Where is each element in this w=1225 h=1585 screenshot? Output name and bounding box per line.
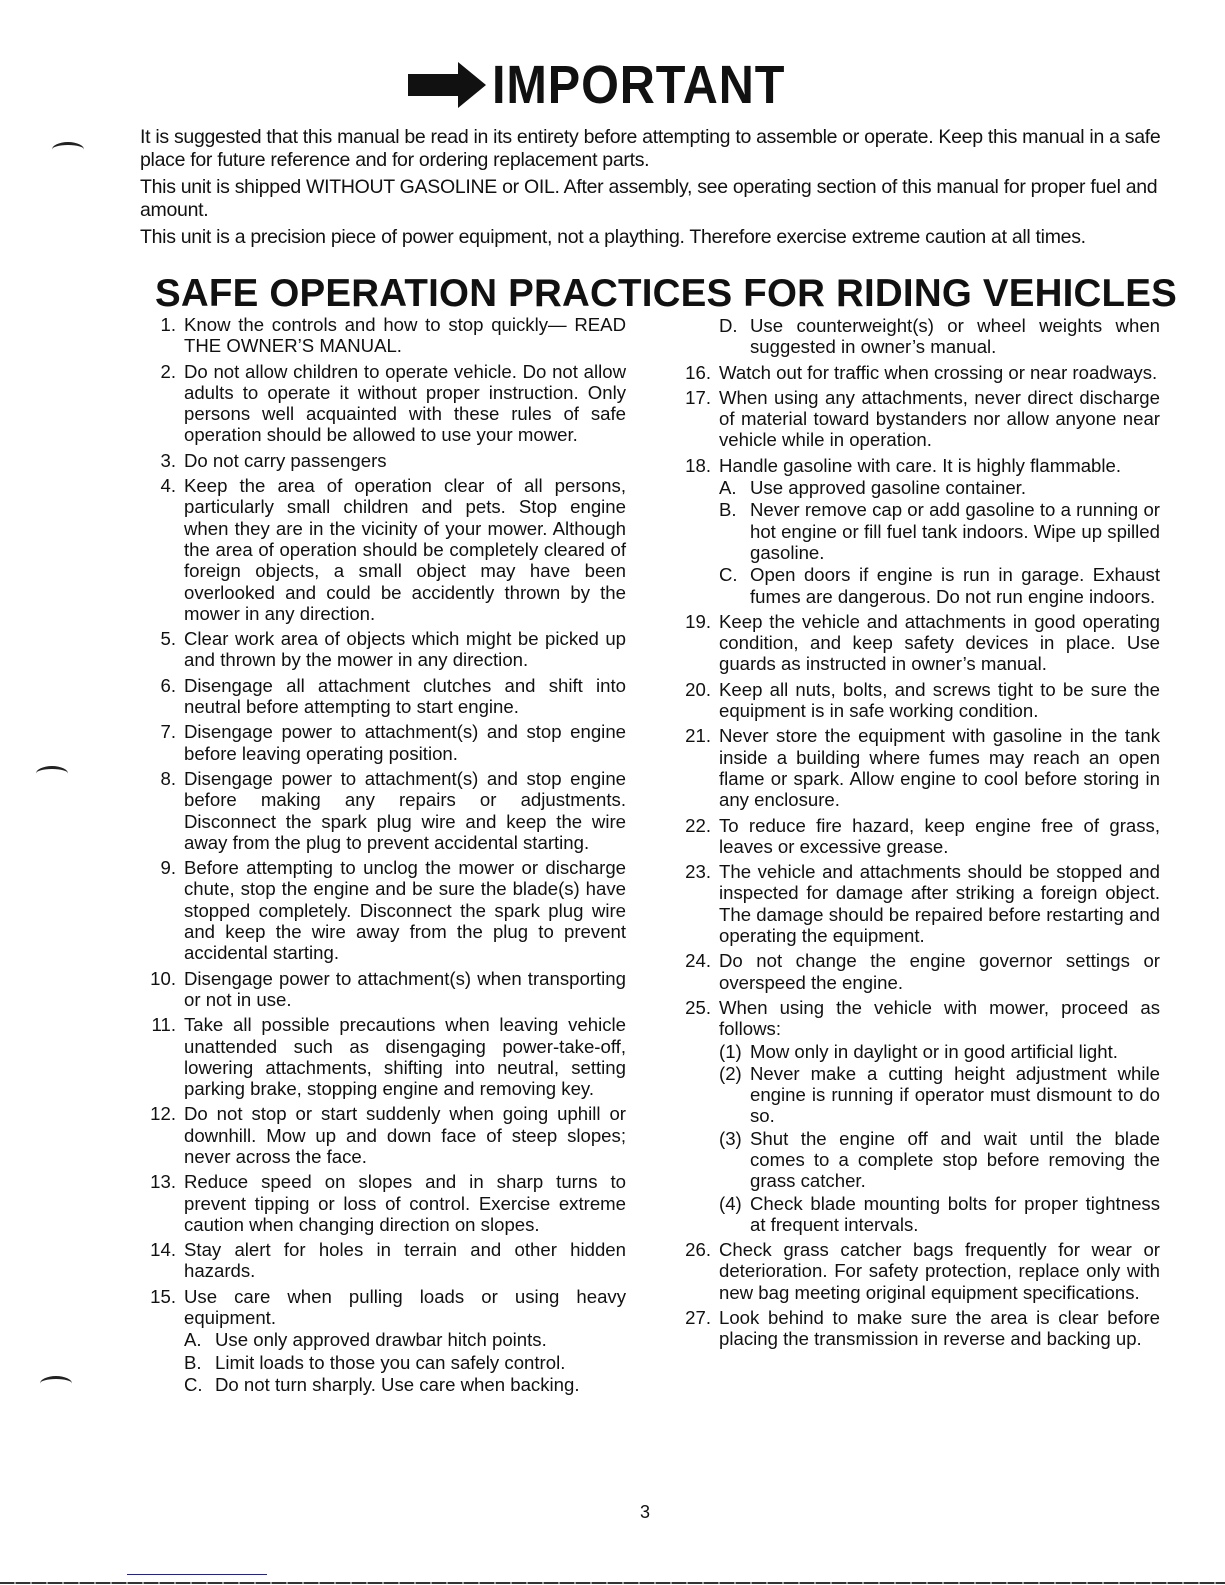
list-item: 17. When using any attachments, never direct discharge of material toward bystanders nor allow anyone near vehicle while in operation. <box>685 386 1160 451</box>
list-item: 26. Check grass catcher bags frequently for wear or deterioration. For safety protection, replace only with new bag meeting original equipment specifications. <box>685 1239 1160 1303</box>
right-column <box>675 314 1160 1354</box>
list-item: 5. Clear work area of objects which might be picked up and thrown by the mower in any direction. <box>160 628 626 671</box>
intro-paragraph: This unit is shipped WITHOUT GASOLINE or OIL. After assembly, see operating section of this manual for proper fuel and amount. <box>140 176 1158 221</box>
intro-notice <box>140 126 1180 253</box>
list-item: 27. Look behind to make sure the area is clear before placing the transmission in reverse and backing up. <box>685 1307 1160 1350</box>
sub-item: (4) Check blade mounting bolts for proper tightness at frequent intervals. <box>719 1192 1160 1235</box>
important-heading: IMPORTANT <box>491 55 785 115</box>
list-item: 8. Disengage power to attachment(s) and stop engine before making any repairs or adjustments. Disconnect the spark plug wire and keep the wire away from the plug to prevent accidental starting. <box>160 767 626 853</box>
list-item: 19. Keep the vehicle and attachments in good operating condition, and keep safety devices in place. Use guards as instructed in owner’s manual. <box>685 610 1160 675</box>
intro-paragraph: This unit is a precision piece of power equipment, not a plaything. Therefore exercise extreme caution at all times. <box>140 226 1086 248</box>
list-item: 25. When using the vehicle with mower, proceed as follows: (1) Mow only in daylight or in good artificial light. (2) Never make a cutting height adjustment while engine is running if operator must dismount to do so. (3) Shut the engine off and wait until the blade comes to a complete stop before removing the grass catcher. (4) Check blade mounting bolts for proper tightness at frequent intervals. <box>685 996 1160 1235</box>
list-item: 18. Handle gasoline with care. It is highly flammable. A. Use approved gasoline container. B. Never remove cap or add gasoline to a running or hot engine or fill fuel tank indoors. Wipe up spilled gasoline. C. Open doors if engine is run in garage. Exhaust fumes are dangerous. Do not run engine indoors. <box>685 454 1160 607</box>
binder-hole-mark <box>52 142 84 157</box>
sub-item: A. Use approved gasoline container. <box>719 477 1026 499</box>
list-item: 4. Keep the area of operation clear of all persons, particularly small children and pets. Stop engine when they are in the vicinity of your mower. Although the area of operation should be completely cleared of foreign objects, a small object may have been overlooked and could be accidently thrown by the mower in any direction. <box>160 475 626 624</box>
list-item-continuation <box>675 315 1160 358</box>
scan-artifact-line <box>127 1574 267 1575</box>
binder-hole-mark <box>36 766 68 781</box>
left-column <box>140 314 626 1399</box>
binder-hole-mark <box>40 1376 72 1391</box>
intro-paragraph: It is suggested that this manual be read in its entirety before attempting to assemble or operate. Keep this manual in a safe place for future reference and for ordering replacement parts. <box>140 126 1161 171</box>
list-item: 7. Disengage power to attachment(s) and stop engine before leaving operating position. <box>160 721 626 764</box>
list-item: 3. Do not carry passengers <box>160 449 387 471</box>
page-number: 3 <box>640 1502 651 1522</box>
list-item: 21. Never store the equipment with gasoline in the tank inside a building where fumes may reach an open flame or spark. Allow engine to cool before storing in any enclosure. <box>685 725 1160 811</box>
list-item: 15. Use care when pulling loads or using heavy equipment. A. Use only approved drawbar hitch points. B. Limit loads to those you can safely control. C. Do not turn sharply. Use care when backing. <box>150 1285 626 1395</box>
list-item: 9. Before attempting to unclog the mower or discharge chute, stop the engine and be sure the blade(s) have stopped completely. Disconnect the spark plug wire and keep the wire away from the plug to prevent accidental starting. <box>160 857 626 964</box>
list-item: 11. Take all possible precautions when leaving vehicle unattended such as disengaging power-take-off, lowering attachments, shifting into neutral, setting parking brake, stopping engine and removing key. <box>151 1014 626 1100</box>
list-item: 16. Watch out for traffic when crossing or near roadways. <box>685 361 1158 383</box>
sub-item: (3) Shut the engine off and wait until the blade comes to a complete stop before removing the grass catcher. <box>719 1127 1160 1192</box>
list-item: 23. The vehicle and attachments should be stopped and inspected for damage after striking a foreign object. The damage should be repaired before restarting and operating the equipment. <box>685 861 1160 947</box>
list-item: 12. Do not stop or start suddenly when going uphill or downhill. Mow up and down face of steep slopes; never across the face. <box>150 1103 626 1167</box>
list-item: 24. Do not change the engine governor settings or overspeed the engine. <box>685 950 1160 993</box>
sub-item: B. Never remove cap or add gasoline to a running or hot engine or fill fuel tank indoors. Wipe up spilled gasoline. <box>719 499 1160 563</box>
sub-item: (2) Never make a cutting height adjustment while engine is running if operator must dismount to do so. <box>719 1062 1160 1127</box>
page-header <box>0 55 1225 115</box>
right-arrow-icon <box>408 62 488 108</box>
bottom-edge-rule <box>0 1582 1225 1584</box>
sub-item: C. Do not turn sharply. Use care when backing. <box>184 1373 580 1395</box>
sub-item: A. Use only approved drawbar hitch points. <box>184 1329 547 1351</box>
list-item: 6. Disengage all attachment clutches and shift into neutral before attempting to start engine. <box>160 674 626 718</box>
sub-item: (1) Mow only in daylight or in good artificial light. <box>719 1040 1118 1062</box>
list-item: 10. Disengage power to attachment(s) when transporting or not in use. <box>150 967 626 1010</box>
list-item: 2. Do not allow children to operate vehicle. Do not allow adults to operate it without proper instruction. Only persons well acquainted with these rules of safe operation should be allowed to use your mower. <box>160 360 626 446</box>
sub-item: D. Use counterweight(s) or wheel weights when suggested in owner’s manual. <box>719 315 1160 358</box>
list-item: 20. Keep all nuts, bolts, and screws tight to be sure the equipment is in safe working condition. <box>685 678 1160 722</box>
list-item: 14. Stay alert for holes in terrain and other hidden hazards. <box>150 1239 626 1282</box>
list-item: 1. Know the controls and how to stop quickly— READ THE OWNER’S MANUAL. <box>160 314 626 357</box>
sub-item: B. Limit loads to those you can safely control. <box>184 1351 566 1373</box>
section-title: SAFE OPERATION PRACTICES FOR RIDING VEHICLES <box>155 272 1178 315</box>
list-item: 13. Reduce speed on slopes and in sharp turns to prevent tipping or loss of control. Exercise extreme caution when changing direction on slopes. <box>150 1171 626 1235</box>
list-item: 22. To reduce fire hazard, keep engine free of grass, leaves or excessive grease. <box>685 814 1160 857</box>
sub-item: C. Open doors if engine is run in garage. Exhaust fumes are dangerous. Do not run engine indoors. <box>719 564 1160 607</box>
